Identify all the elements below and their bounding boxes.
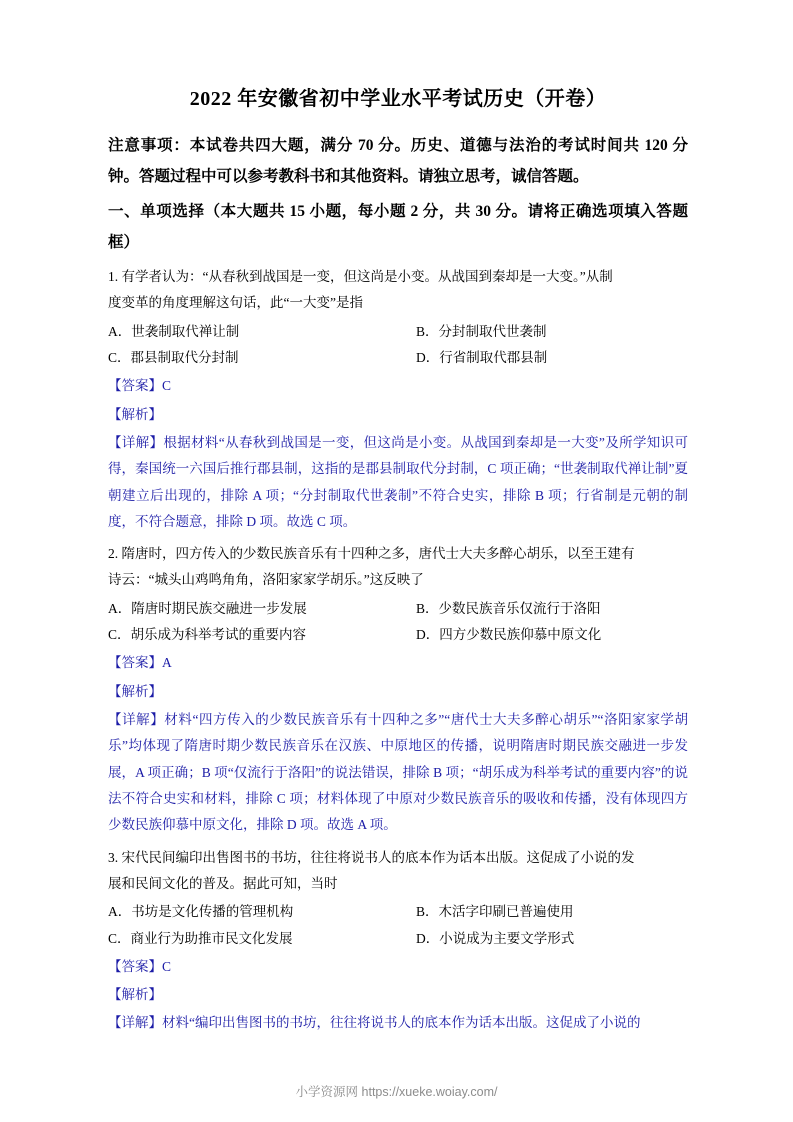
exam-notice: 注意事项：本试卷共四大题，满分 70 分。历史、道德与法治的考试时间共 120 分钟。答题过程中可以参考教科书和其他资料。请独立思考，诚信答题。 <box>108 137 688 185</box>
question-block <box>108 541 688 838</box>
analysis-body: 【详解】材料“编印出售图书的书坊，往往将说书人的底本作为话本出版。这促成了小说的 <box>108 1015 641 1031</box>
answer-line: 【答案】C <box>108 958 172 974</box>
answer-line: 【答案】A <box>108 655 172 671</box>
option-c[interactable]: C．商业行为助推市民文化发展 <box>108 930 293 946</box>
option-d[interactable]: D．小说成为主要文学形式 <box>416 930 575 946</box>
analysis-body: 【详解】根据材料“从春秋到战国是一变，但这尚是小变。从战国到秦却是一大变”及所学知识可得，秦国统一六国后推行郡县制，这指的是郡县制取代分封制，C 项正确；“世袭制取代禅让制”夏朝建立后出现的，排除 A 项；“分封制取代世袭制”不符合史实，排除 B 项；行省制是元朝的制度，不符合题意，排除 D 项。故选 C 项。 <box>108 434 688 529</box>
question-stem-line: 展和民间文化的普及。据此可知，当时 <box>108 875 338 891</box>
analysis-tag: 【解析】 <box>108 987 162 1003</box>
option-b[interactable]: B．木活字印刷已普遍使用 <box>416 904 574 920</box>
section-heading-multiple-choice: 一、单项选择（本大题共 15 小题，每小题 2 分，共 30 分。请将正确选项填入答题框） <box>108 203 688 251</box>
option-list <box>108 319 688 372</box>
question-block <box>108 264 688 535</box>
option-c[interactable]: C．郡县制取代分封制 <box>108 349 239 365</box>
question-stem-line: 1. 有学者认为：“从春秋到战国是一变，但这尚是小变。从战国到秦却是一大变。”从制 <box>108 269 613 284</box>
question-stem <box>108 264 688 317</box>
option-a[interactable]: A．世袭制取代禅让制 <box>108 323 240 339</box>
question-block <box>108 845 688 1037</box>
question-stem <box>108 845 688 898</box>
option-b[interactable]: B．分封制取代世袭制 <box>416 323 547 339</box>
question-stem-line: 3. 宋代民间编印出售图书的书坊，往往将说书人的底本作为话本出版。这促成了小说的发 <box>108 849 635 865</box>
analysis-tag: 【解析】 <box>108 406 162 422</box>
option-a[interactable]: A．书坊是文化传播的管理机构 <box>108 904 294 920</box>
option-b[interactable]: B．少数民族音乐仅流行于洛阳 <box>416 600 601 616</box>
option-a[interactable]: A．隋唐时期民族交融进一步发展 <box>108 600 307 616</box>
option-list <box>108 899 688 952</box>
question-stem <box>108 541 688 594</box>
question-stem-line: 度变革的角度理解这句话，此“一大变”是指 <box>108 295 363 311</box>
question-stem-line: 诗云：“城头山鸡鸣角角，洛阳家家学胡乐。”这反映了 <box>108 572 424 588</box>
option-list <box>108 596 688 649</box>
answer-line: 【答案】C <box>108 378 172 394</box>
analysis-tag: 【解析】 <box>108 683 162 699</box>
footer-watermark <box>0 1082 793 1100</box>
footer-url[interactable]: https://xueke.woiay.com/ <box>361 1085 498 1099</box>
document-content <box>108 84 688 1037</box>
option-d[interactable]: D．行省制取代郡县制 <box>416 349 548 365</box>
option-d[interactable]: D．四方少数民族仰慕中原文化 <box>416 627 602 643</box>
option-c[interactable]: C．胡乐成为科举考试的重要内容 <box>108 627 307 643</box>
analysis-body: 【详解】材料“四方传入的少数民族音乐有十四种之多”“唐代士大夫多醉心胡乐”“洛阳家家学胡乐”均体现了隋唐时期少数民族音乐在汉族、中原地区的传播，说明隋唐时期民族交融进一步发展，A 项正确；B 项“仅流行于洛阳”的说法错误，排除 B 项；“胡乐成为科举考试的重要内容”的说法不符合史实和材料，排除 C 项；材料体现了中原对少数民族音乐的吸收和传播，没有体现四方少数民族仰慕中原文化，排除 D 项。故选 A 项。 <box>108 712 688 833</box>
page-title: 2022 年安徽省初中学业水平考试历史（开卷） <box>189 88 607 110</box>
footer-brand: 小学资源网 <box>295 1085 359 1099</box>
question-stem-line: 2. 隋唐时，四方传入的少数民族音乐有十四种之多，唐代士大夫多醉心胡乐，以至王建有 <box>108 546 635 562</box>
